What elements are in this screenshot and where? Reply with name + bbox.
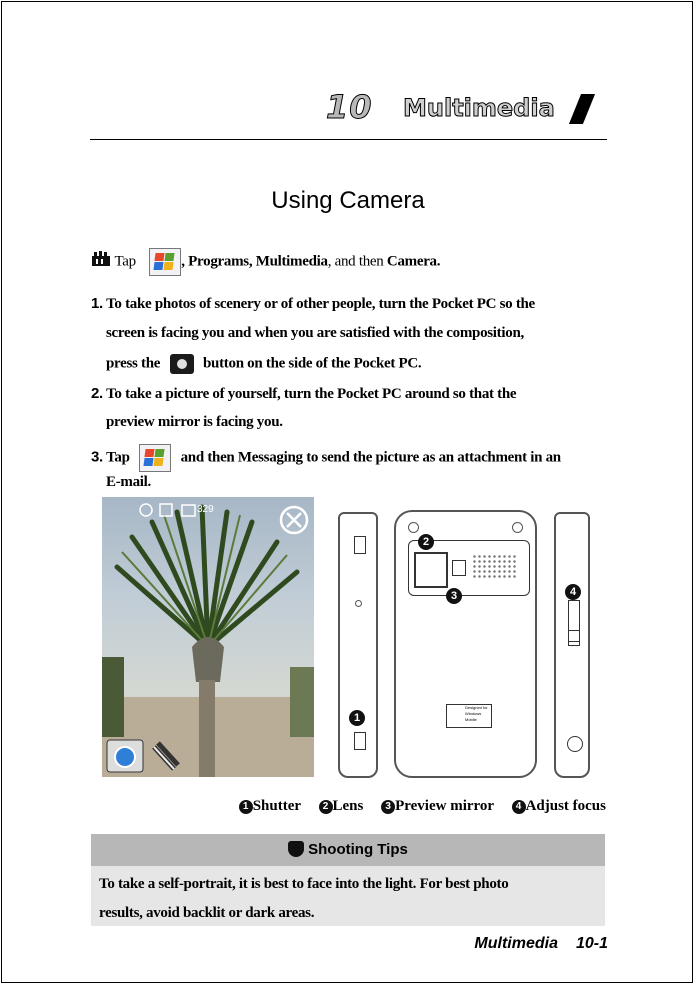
device-badge-1: 1: [349, 710, 365, 726]
tips-icon: [288, 841, 304, 857]
device-badge-4: 4: [565, 584, 581, 600]
intro-end: .: [436, 253, 441, 270]
device-back: [394, 510, 537, 778]
tips-line-2: results, avoid backlit or dark areas.: [99, 905, 315, 921]
step-3-rest: to send the picture as an attachment in an: [306, 449, 561, 466]
step-2-line-1: [91, 385, 516, 403]
windows-start-icon[interactable]: [149, 248, 181, 276]
camera-button-icon: [170, 354, 194, 374]
tips-header: [91, 834, 605, 866]
intro-and-then: , and then: [327, 253, 387, 270]
windows-start-icon-2[interactable]: [139, 444, 171, 472]
tips-body: [91, 866, 605, 926]
footer-page-number: 10-1: [575, 935, 608, 952]
step-1-number: 1.: [91, 295, 103, 312]
heading-rule: [90, 139, 607, 140]
device-left-side: [338, 512, 378, 778]
step-3-line-1: [91, 444, 561, 472]
step-2-number: 2.: [91, 385, 103, 402]
label-line-1: Designed for: [465, 705, 488, 710]
step-3-tap: Tap: [106, 449, 130, 466]
photo-counter: 329: [197, 504, 214, 515]
step-2-line-2: preview mirror is facing you.: [106, 414, 283, 430]
device-right-side: [554, 512, 590, 778]
step-1-text: To take photos of scenery or of other people, turn the Pocket PC so the: [106, 296, 535, 312]
device-badge-3: 3: [446, 588, 462, 604]
section-title: Using Camera: [271, 187, 425, 214]
step-1-line-3: [106, 354, 421, 374]
footer-section: Multimedia: [474, 935, 558, 952]
tips-title: Shooting Tips: [308, 841, 408, 858]
step-1-line-2: screen is facing you and when you are satisfied with the composition,: [106, 325, 524, 341]
chapter-number: 10: [326, 88, 373, 126]
step-3-number: 3.: [91, 448, 103, 466]
figure-captions: [225, 798, 606, 815]
page-footer: [474, 935, 608, 953]
intro-programs-multimedia: , Programs, Multimedia: [181, 253, 328, 270]
chapter-title: Multimedia: [403, 94, 555, 122]
step-3-and-then: and then: [180, 449, 235, 466]
intro-camera: Camera: [386, 253, 437, 270]
caption-adjust-focus: 4 Adjust focus: [512, 798, 606, 814]
intro-line: [91, 248, 440, 276]
chapter-slash-mark: [569, 94, 595, 124]
caption-lens: 2 Lens: [319, 798, 364, 814]
windows-mobile-label: [446, 704, 492, 728]
tips-line-1: To take a self-portrait, it is best to face into the light. For best photo: [99, 876, 509, 892]
label-line-2: Windows: [465, 711, 482, 716]
step-3-line-2: E-mail.: [106, 474, 151, 490]
caption-shutter: 1 Shutter: [239, 798, 301, 814]
caption-preview-mirror: 3 Preview mirror: [381, 798, 494, 814]
step-3-messaging: Messaging: [237, 449, 303, 466]
step-2-text: To take a picture of yourself, turn the Pocket PC around so that the: [106, 386, 517, 402]
label-line-3: Mobile: [465, 717, 477, 722]
chapter-heading: [320, 88, 610, 128]
step-1-press-the: press the: [106, 355, 161, 372]
device-badge-2: 2: [418, 534, 434, 550]
intro-tap: Tap: [114, 253, 136, 270]
tap-hand-icon: [91, 251, 111, 267]
step-1-line-1: [91, 295, 535, 313]
step-1-button-text: button on the side of the Pocket PC.: [203, 355, 422, 372]
camera-preview-screenshot: [102, 497, 314, 777]
